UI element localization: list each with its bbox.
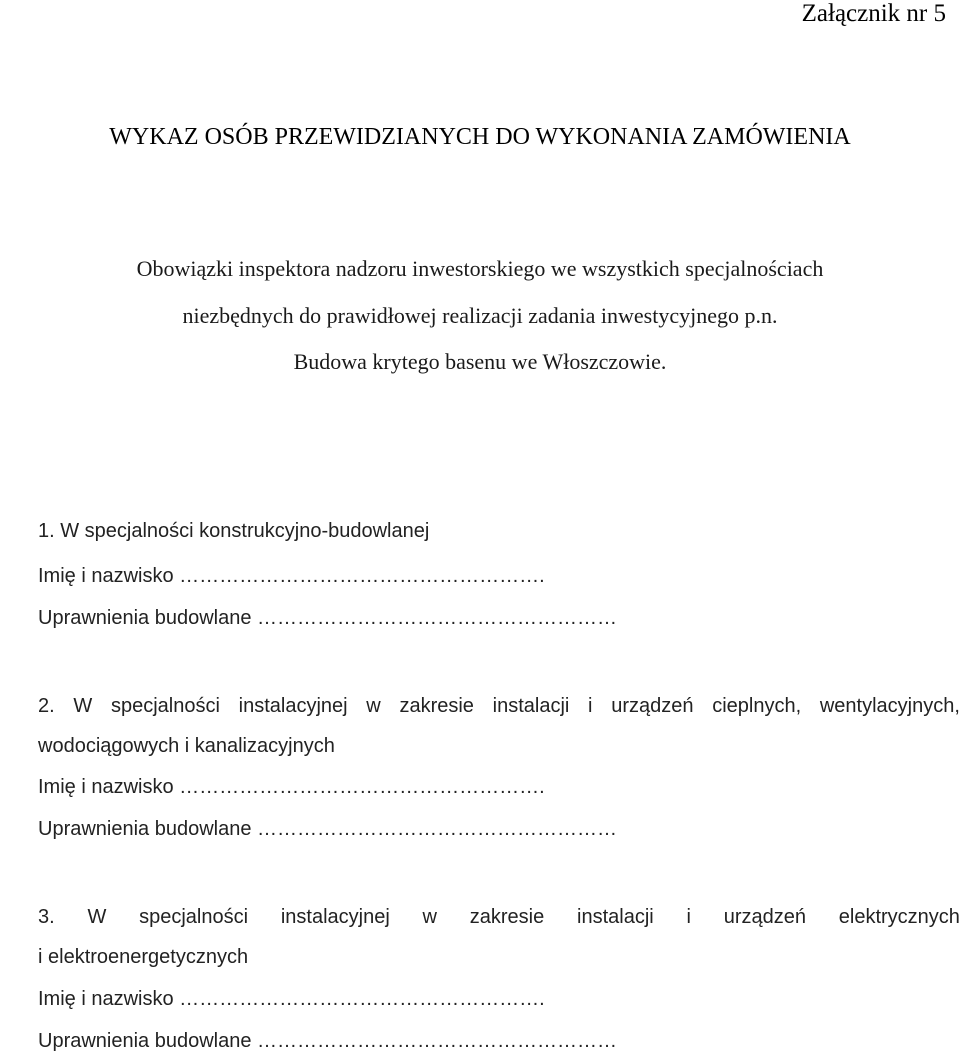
section-3-permits-field: Uprawnienia budowlane ……………………………………………… bbox=[38, 1030, 618, 1052]
section-2-name-field: Imię i nazwisko ………………………………………………. bbox=[38, 776, 545, 798]
heading-word: W bbox=[73, 695, 93, 717]
heading-word: i bbox=[686, 906, 691, 928]
section-2-heading bbox=[38, 695, 960, 718]
document-title: WYKAZ OSÓB PRZEWIDZIANYCH DO WYKONANIA ZAMÓWIENIA bbox=[109, 124, 851, 150]
annex-label: Załącznik nr 5 bbox=[801, 0, 946, 27]
section-3-heading bbox=[38, 906, 960, 929]
section-2-heading-continuation: wodociągowych i kanalizacyjnych bbox=[38, 735, 335, 757]
heading-word: specjalności bbox=[139, 906, 249, 928]
heading-word: urządzeń bbox=[611, 695, 694, 717]
heading-word: W bbox=[87, 906, 107, 928]
duties-line-3: Budowa krytego basenu we Włoszczowie. bbox=[293, 349, 667, 374]
heading-word: specjalności bbox=[110, 695, 220, 717]
heading-word: 3. bbox=[38, 906, 55, 928]
heading-word: zakresie bbox=[469, 906, 545, 928]
heading-word: wentylacyjnych, bbox=[819, 695, 960, 717]
heading-word: instalacji bbox=[577, 906, 654, 928]
duties-line-1: Obowiązki inspektora nadzoru inwestorskiego we wszystkich specjalnościach bbox=[136, 256, 824, 281]
heading-word: urządzeń bbox=[723, 906, 806, 928]
heading-word: instalacyjnej bbox=[238, 695, 348, 717]
heading-word: zakresie bbox=[399, 695, 474, 717]
heading-word: w bbox=[366, 695, 381, 717]
heading-word: cieplnych, bbox=[712, 695, 802, 717]
section-1-heading: 1. W specjalności konstrukcyjno-budowlanej bbox=[38, 520, 430, 542]
section-2-permits-field: Uprawnienia budowlane ……………………………………………… bbox=[38, 818, 618, 840]
duties-line-2: niezbędnych do prawidłowej realizacji zadania inwestycyjnego p.n. bbox=[182, 303, 778, 328]
heading-word: elektrycznych bbox=[838, 906, 960, 928]
heading-word: 2. bbox=[38, 695, 55, 717]
section-1-name-field: Imię i nazwisko ………………………………………………. bbox=[38, 565, 545, 587]
heading-word: instalacyjnej bbox=[280, 906, 390, 928]
heading-word: i bbox=[588, 695, 593, 717]
heading-word: w bbox=[422, 906, 437, 928]
heading-word: instalacji bbox=[492, 695, 570, 717]
section-3-name-field: Imię i nazwisko ………………………………………………. bbox=[38, 988, 545, 1010]
section-1-permits-field: Uprawnienia budowlane ……………………………………………… bbox=[38, 607, 618, 629]
section-3-heading-continuation: i elektroenergetycznych bbox=[38, 946, 249, 968]
